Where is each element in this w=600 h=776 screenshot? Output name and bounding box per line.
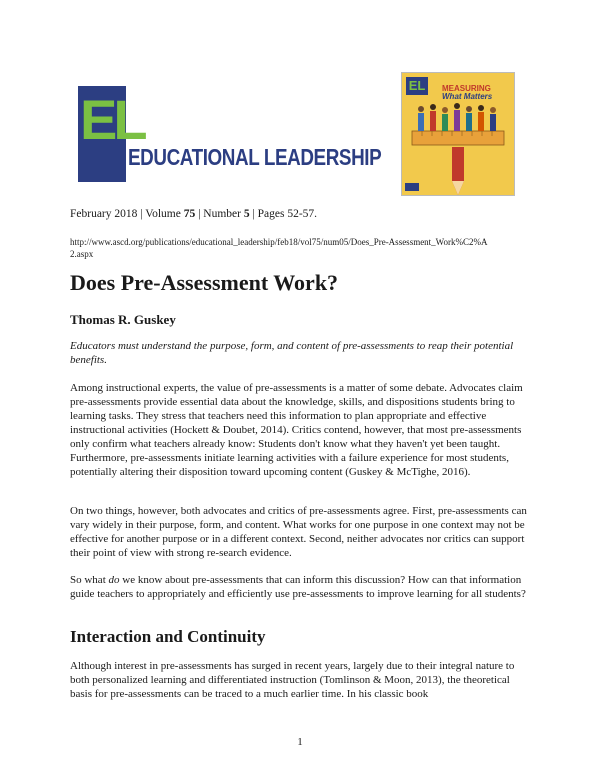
paragraph-3 [70, 573, 532, 601]
issue-date: February 2018 [70, 208, 138, 220]
paragraph-3-end: we know about pre-assessments that can inform this discussion? How can that information guide teachers to appropriately and efficiently use pre-assessments to improve learning for all students? [70, 574, 526, 600]
paragraph-4: Although interest in pre-assessments has surged in recent years, largely due to their integral nature to both personalized learning and differentiated instruction (Tomlinson & Moon, 2013), the theoretical basis for pre-assessments can be traced to a much earlier time. In his classic book [70, 660, 515, 700]
volume-label: Volume [145, 208, 181, 220]
number-label: Number [203, 208, 241, 220]
article-lede: Educators must understand the purpose, form, and content of pre-assessments to reap their potential benefits. [70, 340, 514, 366]
issue-metadata: February 2018 | Volume 75 | Number 5 | Pages 52-57. [70, 208, 318, 220]
paragraph-1: Among instructional experts, the value of pre-assessments is a matter of some debate. Advocates claim pre-assessments provide essential data about the knowledge, skills, and dispositions students bring to learning tasks. They stress that teachers need this information to plan appropriate and effective instructional activities (Hockett & Doubet, 2014). Critics contend, however, that most pre-assessments only confirm what teachers already know: Students don't know what they haven't yet been taught. Furthermore, pre-assessments initiate learning activities with a failure experience for most students, potentially altering their disposition toward upcoming content (Guskey & McTighe, 2016). [70, 382, 523, 478]
cover-illustration [402, 73, 514, 195]
volume-number: 75 [183, 208, 196, 220]
paragraph-2: On two things, however, both advocates and critics of pre-assessments agree. First, pre-assessments can vary widely in their purpose, form, and content. What works for one purpose in one context may not be effective for another purpose or in a different context. Second, neither advocates nor critics can support their point of view with strong re-search evidence. [70, 505, 527, 559]
cover-subtitle: What Matters [442, 92, 493, 102]
cover-title-main: MEASURING [442, 84, 491, 93]
page-range: Pages 52-57. [257, 208, 318, 220]
page-number: 1 [297, 736, 303, 748]
paragraph-3-emphasis: do [108, 574, 120, 586]
issue-number: 5 [243, 208, 250, 220]
el-logo-block [78, 86, 144, 182]
logo-wordmark: EDUCATIONAL LEADERSHIP [128, 144, 382, 170]
article-url[interactable]: http://www.ascd.org/publications/educational_leadership/feb18/vol75/num05/Does_Pre-Assessment_Work%C2%A2.aspx [70, 237, 488, 259]
section-heading: Interaction and Continuity [70, 627, 266, 646]
educational-leadership-logo [78, 86, 382, 186]
el-logo-letters: EL [80, 88, 144, 151]
cover-badge: EL [406, 77, 428, 95]
article-author: Thomas R. Guskey [70, 312, 176, 327]
article-title: Does Pre-Assessment Work? [70, 270, 339, 295]
paragraph-3-start: So what [70, 574, 109, 586]
magazine-cover-image [401, 72, 515, 196]
